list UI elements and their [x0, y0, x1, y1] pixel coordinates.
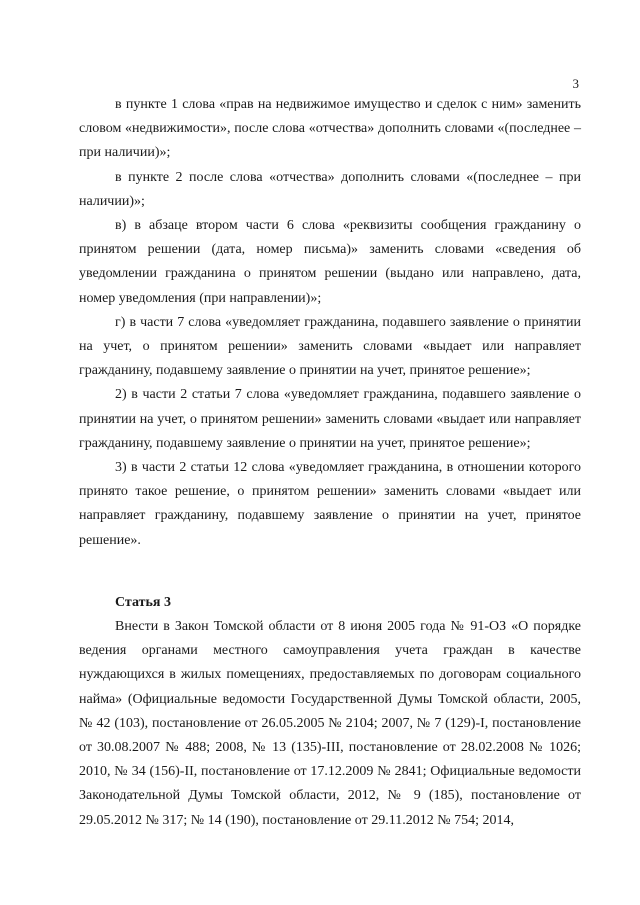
page-number: 3	[572, 76, 579, 91]
paragraph: г) в части 7 слова «уведомляет гражданина, подавшего заявление о принятии на учет, о принятом решении» заменить словами «выдает или направляет гражданину, подавшему заявление о принятии на учет, принятое решение»;	[79, 314, 581, 379]
paragraph: Внести в Закон Томской области от 8 июня 2005 года № 91-ОЗ «О порядке ведения органами местного самоуправления учета граждан в качестве нуждающихся в жилых помещениях, предоставляемых по договорам социального найма» (Официальные ведомости Государственной Думы Томской области, 2005, № 42 (103), постановление от 26.05.2005 № 2104; 2007, № 7 (129)-I, постановление от 30.08.2007 № 488; 2008, № 13 (135)-III, постановление от 28.02.2008 № 1026; 2010, № 34 (156)-II, постановление от 17.12.2009 № 2841; Официальные ведомости Законодательной Думы Томской области, 2012, № 9 (185), постановление от 29.05.2012 № 317; № 14 (190), постановление от 29.11.2012 № 754; 2014,	[79, 619, 581, 828]
paragraph: 2) в части 2 статьи 7 слова «уведомляет гражданина, подавшего заявление о принятии на учет, о принятом решении» заменить словами «выдает или направляет гражданину, подавшему заявление о принятии на учет, принятое решение»;	[79, 387, 581, 451]
article-heading: Статья 3	[115, 594, 171, 610]
paragraph: в пункте 1 слова «прав на недвижимое имущество и сделок с ним» заменить словом «недвижимости», после слова «отчества» дополнить словами «(последнее – при наличии)»;	[79, 97, 581, 161]
document-body	[79, 93, 581, 833]
paragraph: в пункте 2 после слова «отчества» дополнить словами «(последнее – при наличии)»;	[79, 169, 581, 209]
paragraph: в) в абзаце втором части 6 слова «реквизиты сообщения гражданину о принятом решении (дата, номер письма)» заменить словами «сведения об уведомлении гражданина о принятом решении (выдано или направлено, дата, номер уведомления (при направлении)»;	[79, 218, 581, 306]
paragraph: 3) в части 2 статьи 12 слова «уведомляет гражданина, в отношении которого принято такое решение, о принятом решении» заменить словами «выдает или направляет гражданину, подавшему заявление о принятии на учет, принятое решение».	[79, 460, 581, 548]
